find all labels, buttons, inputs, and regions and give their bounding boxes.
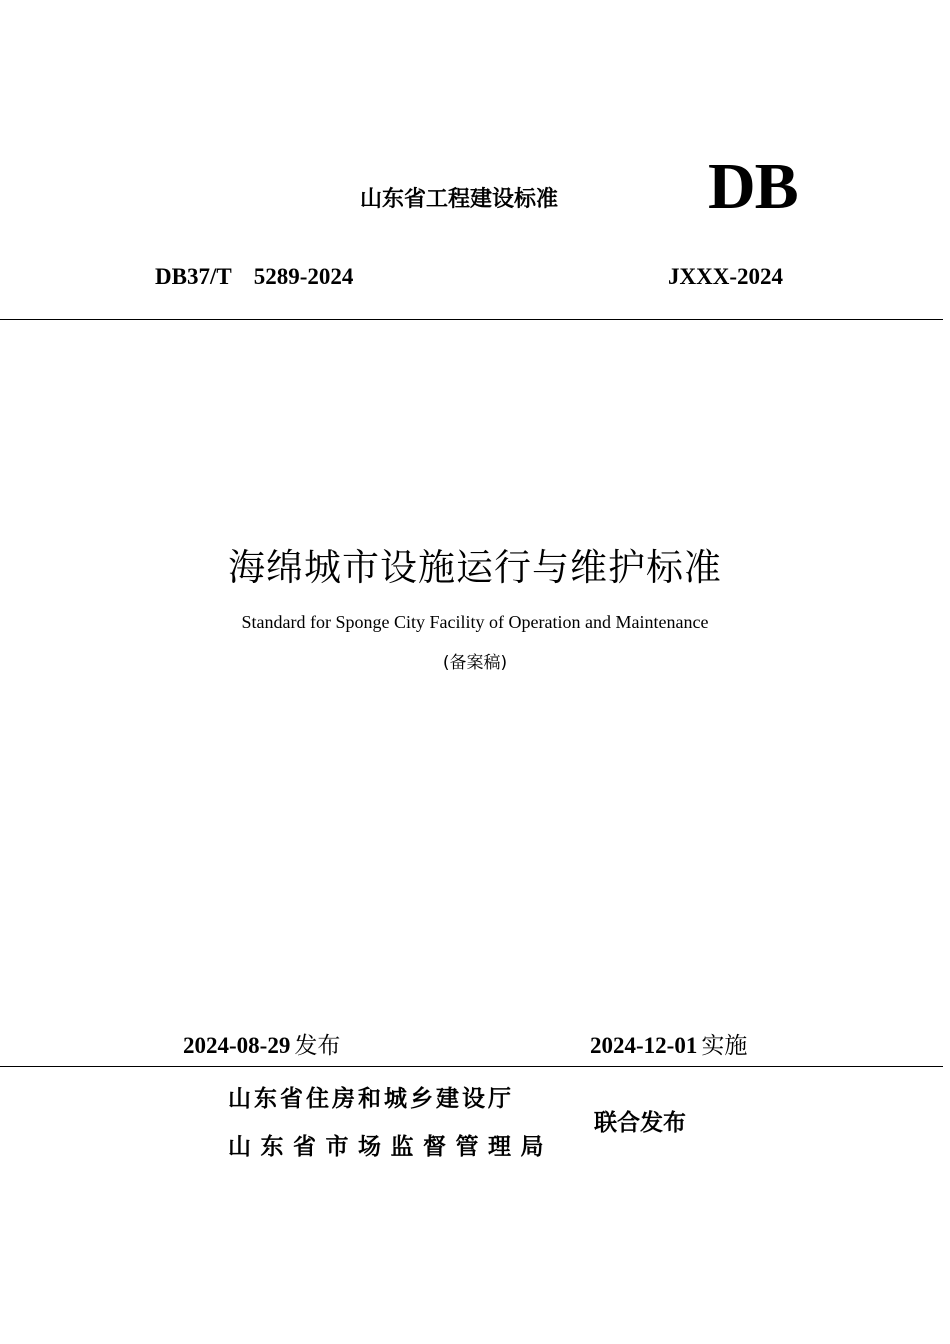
filing-number: JXXX-2024 [668, 264, 783, 289]
db-mark: DB [708, 150, 798, 223]
bottom-divider [0, 1066, 943, 1067]
effective-date-label: 实施 [701, 1033, 748, 1059]
issuer-market-regulation: 山东省市场监督管理局 [228, 1134, 553, 1160]
issuer-housing-department: 山东省住房和城乡建设厅 [228, 1086, 514, 1112]
standard-id: 5289-2024 [253, 264, 354, 289]
standard-code: DB37/T [155, 264, 232, 289]
page-title: 海绵城市设施运行与维护标准 [228, 546, 722, 589]
english-title: Standard for Sponge City Facility of Operation and Maintenance [241, 612, 709, 632]
publish-date-label: 发布 [294, 1033, 341, 1059]
effective-date [590, 1027, 747, 1060]
draft-label: (备案稿) [442, 653, 508, 673]
series-label: 山东省工程建设标准 [360, 187, 559, 212]
joint-publish-label: 联合发布 [594, 1110, 686, 1136]
publish-date-value: 2024-08-29 [183, 1033, 291, 1058]
standard-number [155, 264, 353, 290]
effective-date-value: 2024-12-01 [590, 1033, 698, 1058]
publish-date [183, 1027, 340, 1060]
top-divider [0, 319, 943, 320]
